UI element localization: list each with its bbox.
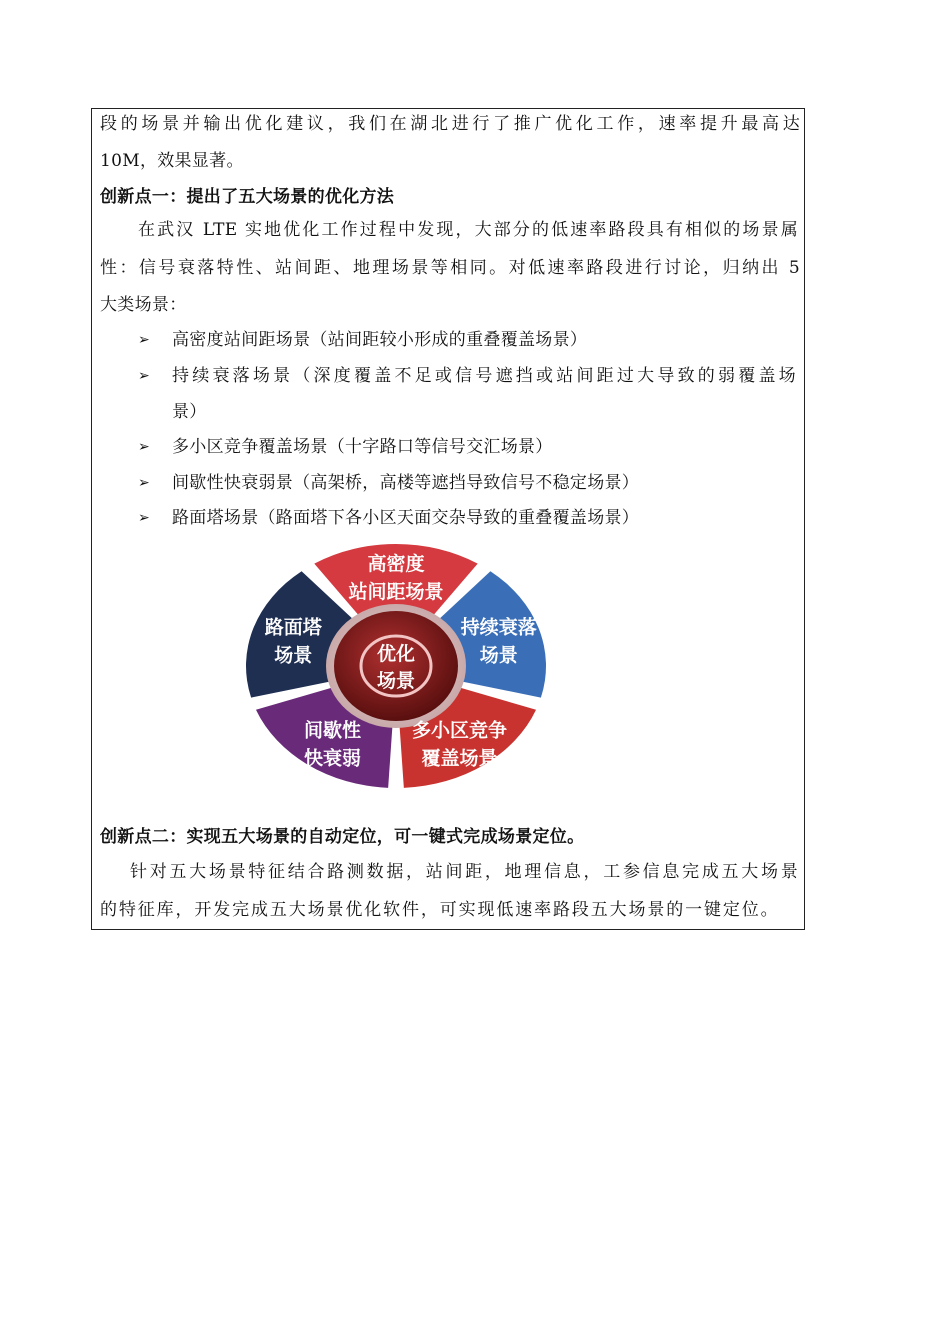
paragraph-2-line-2: 性：信号衰落特性、站间距、地理场景等相同。对低速率路段进行讨论，归纳出 5 xyxy=(100,258,800,278)
paragraph-3-line-1: 针对五大场景特征结合路测数据，站间距，地理信息，工参信息完成五大场景 xyxy=(130,862,798,882)
heading-innovation-1: 创新点一：提出了五大场景的优化方法 xyxy=(100,187,395,207)
bullet-item-2: 持续衰落场景（深度覆盖不足或信号遮挡或站间距过大导致的弱覆盖场 xyxy=(172,366,796,386)
bullet-arrow-icon: ➢ xyxy=(138,332,150,348)
paragraph-3-line-2: 的特征库，开发完成五大场景优化软件，可实现低速率路段五大场景的一键定位。 xyxy=(100,900,778,920)
bullet-item-4: 间歇性快衰弱景（高架桥，高楼等遮挡导致信号不稳定场景） xyxy=(172,473,640,493)
heading-innovation-2: 创新点二：实现五大场景的自动定位，可一键式完成场景定位。 xyxy=(100,827,585,847)
diagram-segment-label: 站间距场景 xyxy=(348,581,444,603)
diagram-segment-label: 间歇性 xyxy=(304,719,362,742)
bullet-arrow-icon: ➢ xyxy=(138,510,150,526)
bullet-item-3: 多小区竞争覆盖场景（十字路口等信号交汇场景） xyxy=(172,437,553,457)
diagram-center-label-2: 场景 xyxy=(376,670,416,692)
diagram-segment-label: 路面塔 xyxy=(264,616,322,639)
diagram-segment-label: 高密度 xyxy=(367,553,425,575)
diagram-segment-label: 快衰弱 xyxy=(304,747,362,770)
paragraph-1-line-1: 段的场景并输出优化建议，我们在湖北进行了推广优化工作，速率提升最高达 xyxy=(100,114,800,134)
diagram-segment-label: 持续衰落 xyxy=(460,616,537,639)
diagram-segment-label: 场景 xyxy=(274,644,313,667)
bullet-arrow-icon: ➢ xyxy=(138,475,150,491)
bullet-arrow-icon: ➢ xyxy=(138,368,150,384)
bullet-item-1: 高密度站间距场景（站间距较小形成的重叠覆盖场景） xyxy=(172,330,588,350)
paragraph-2-line-1: 在武汉 LTE 实地优化工作过程中发现，大部分的低速率路段具有相似的场景属 xyxy=(138,220,798,240)
paragraph-1-line-2: 10M，效果显著。 xyxy=(100,151,244,171)
bullet-arrow-icon: ➢ xyxy=(138,439,150,455)
bullet-item-2-cont: 景） xyxy=(172,402,207,422)
paragraph-2-line-3: 大类场景： xyxy=(100,295,187,315)
optimization-scenario-diagram xyxy=(244,544,560,800)
diagram-center-label-1: 优化 xyxy=(376,643,416,665)
bullet-item-5: 路面塔场景（路面塔下各小区天面交杂导致的重叠覆盖场景） xyxy=(172,508,640,528)
diagram-segment-label: 覆盖场景 xyxy=(421,747,498,770)
diagram-center xyxy=(334,611,458,721)
diagram-segment-label: 多小区竞争 xyxy=(411,719,507,742)
diagram-segment-label: 场景 xyxy=(479,644,518,667)
